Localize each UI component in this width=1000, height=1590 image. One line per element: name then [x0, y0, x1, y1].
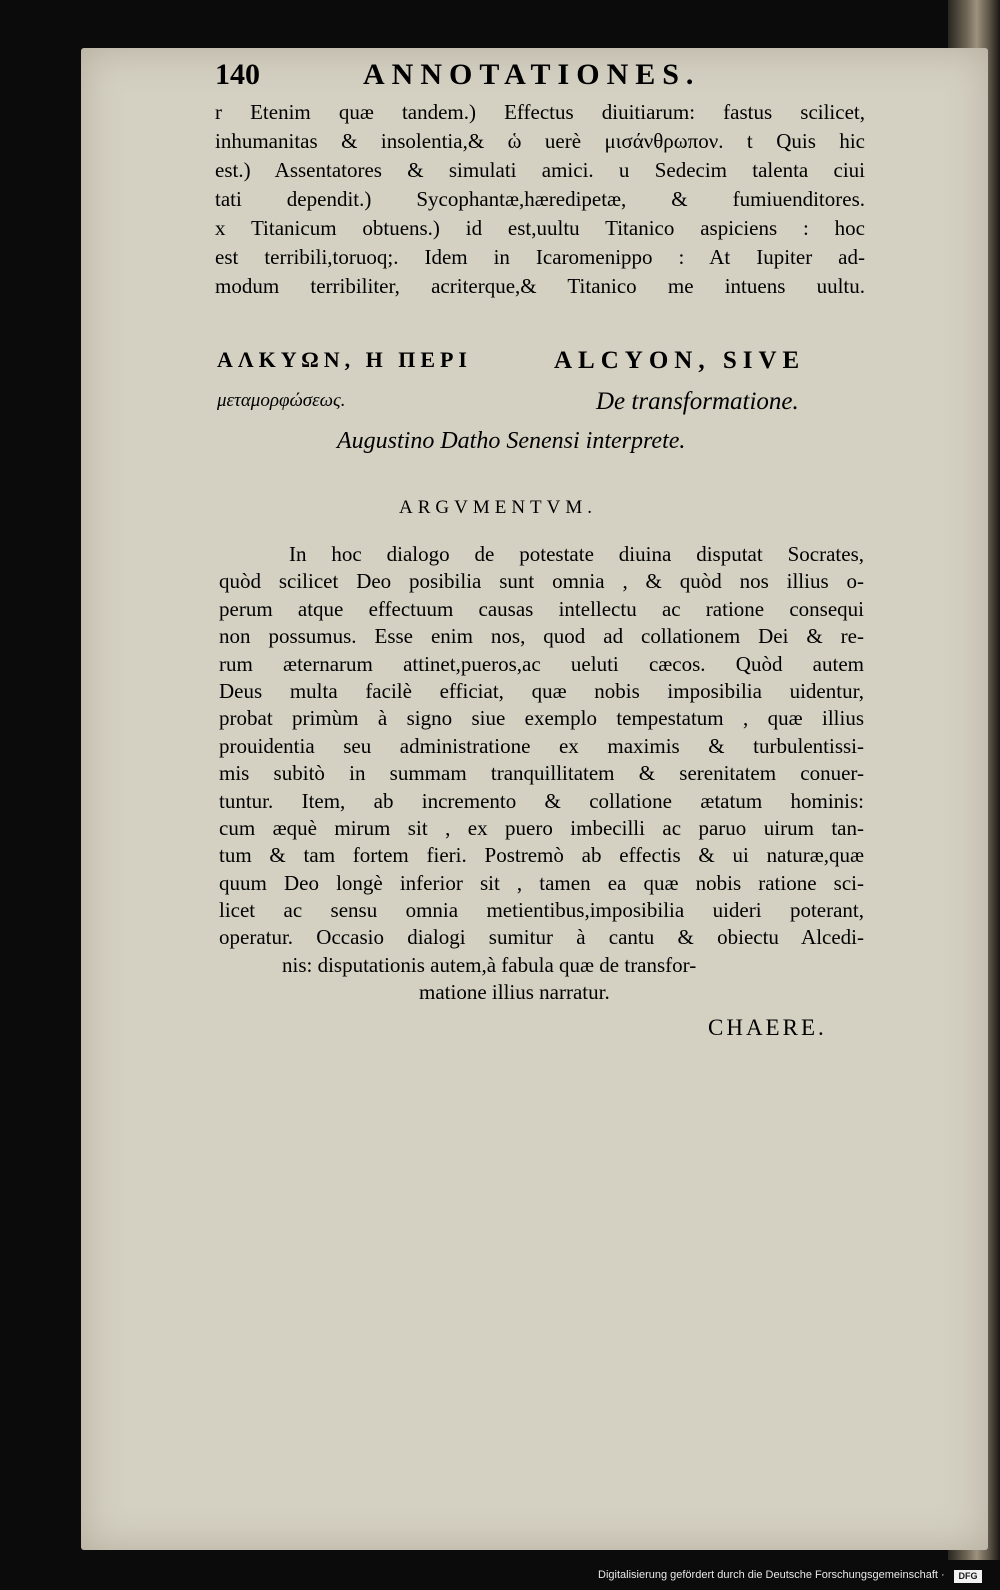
latin-title: ALCYON, SIVE	[554, 347, 806, 374]
argument-line: tuntur. Item, ab incremento & collatione ætatum hominis:	[219, 788, 864, 813]
running-header	[215, 58, 825, 98]
argument-line: cum æquè mirum sit , ex puero imbecilli ac paruo uirum tan-	[219, 815, 864, 840]
note-line: modum terribiliter, acriterque,& Titanico me intuens uultu.	[215, 274, 865, 298]
annotation-notes	[215, 98, 865, 301]
argument-line: quum Deo longè inferior sit , tamen ea quæ nobis ratione sci-	[219, 870, 864, 895]
digitization-footer	[598, 1569, 998, 1585]
argument-line: quòd scilicet Deo posibilia sunt omnia , & quòd nos illius o-	[219, 569, 864, 594]
argument-line: operatur. Occasio dialogi sumitur à cantu & obiectu Alcedi-	[219, 925, 864, 950]
argument-line: Deus multa facilè efficiat, quæ nobis imposibilia uidentur,	[219, 678, 864, 703]
note-line: r Etenim quæ tandem.) Effectus diuitiarum: fastus scilicet,	[215, 100, 865, 124]
argument-line: tum & tam fortem fieri. Postremò ab effectis & ui naturæ,quæ	[219, 843, 864, 868]
dfg-logo-icon: DFG	[954, 1570, 982, 1583]
argument-line: matione illius narratur.	[419, 980, 610, 1005]
argument-text	[219, 541, 864, 1007]
argument-line: prouidentia seu administratione ex maximis & turbulentissi-	[219, 733, 864, 758]
note-line: inhumanitas & insolentia,& ὡ uerè μισάνθρωπον. t Quis hic	[215, 129, 865, 153]
note-line: tati dependit.) Sycophantæ,hæredipetæ, & fumiuenditores.	[215, 187, 865, 211]
running-title: ANNOTATIONES.	[363, 58, 701, 91]
interpreter-credit: Augustino Datho Senensi interprete.	[337, 428, 686, 454]
argument-line: nis: disputationis autem,à fabula quæ de transfor-	[282, 952, 697, 977]
latin-subtitle: De transformatione.	[596, 388, 799, 415]
argument-line: mis subitò in summam tranquillitatem & serenitatem conuer-	[219, 761, 864, 786]
argument-line: non possumus. Esse enim nos, quod ad collationem Dei & re-	[219, 624, 864, 649]
greek-subtitle: μεταμορφώσεως.	[217, 390, 346, 411]
page-number: 140	[215, 58, 260, 91]
argument-heading: ARGVMENTVM.	[399, 497, 598, 518]
argument-line: licet ac sensu omnia metientibus,imposibilia uideri poterant,	[219, 898, 864, 923]
note-line: est terribili,toruoq;. Idem in Icaromenippo : At Iupiter ad-	[215, 245, 865, 269]
footer-credit: Digitalisierung gefördert durch die Deutsche Forschungsgemeinschaft ·	[598, 1569, 945, 1581]
greek-title: ΑΛΚΥΩΝ, Η ΠΕΡΙ	[217, 347, 472, 372]
argument-line: probat primùm à signo siue exemplo tempestatum , quæ illius	[219, 706, 864, 731]
argument-line: rum æternarum attinet,pueros,ac ueluti cæcos. Quòd autem	[219, 651, 864, 676]
note-line: est.) Assentatores & simulati amici. u Sedecim talenta ciui	[215, 158, 865, 182]
argument-line: In hoc dialogo de potestate diuina disputat Socrates,	[289, 542, 864, 566]
speaker-name: CHAERE.	[708, 1015, 827, 1040]
argument-line: perum atque effectuum causas intellectu ac ratione consequi	[219, 596, 864, 621]
note-line: x Titanicum obtuens.) id est,uultu Titanico aspiciens : hoc	[215, 216, 865, 240]
